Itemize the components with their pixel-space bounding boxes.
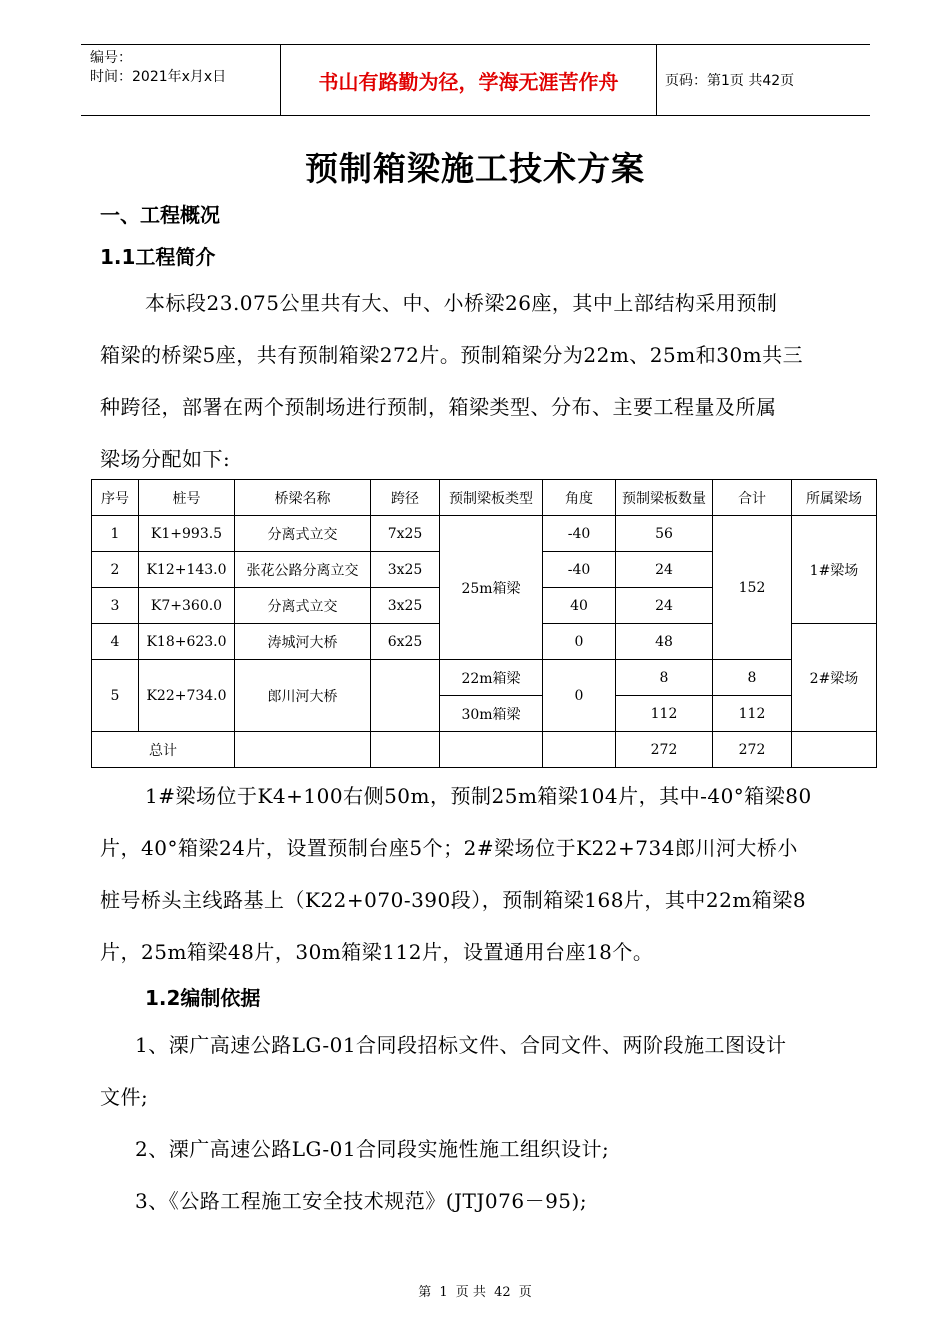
row-number: 5	[92, 660, 139, 732]
intro-paragraph	[100, 288, 852, 496]
yard-cell: 1#梁场	[792, 516, 877, 624]
station-cell: K12+143.0	[139, 552, 235, 588]
angle-cell: -40	[543, 552, 616, 588]
footer-prefix: 第	[418, 1285, 432, 1300]
angle-cell: 0	[543, 624, 616, 660]
quantity-cell: 112	[616, 696, 713, 732]
subtotal-cell: 112	[713, 696, 792, 732]
bridge-name-cell: 郎川河大桥	[235, 660, 371, 732]
header-motto: 书山有路勤为径，学海无涯苦作舟	[280, 45, 657, 115]
empty-cell	[543, 732, 616, 768]
yard-line: 1#梁场位于K4+100右侧50m，预制25m箱梁104片，其中-40°箱梁80	[145, 784, 812, 808]
row-number: 3	[92, 588, 139, 624]
bridge-name-cell: 涛城河大桥	[235, 624, 371, 660]
table-header-cell: 角度	[543, 480, 616, 516]
beam-type-cell: 30m箱梁	[440, 696, 543, 732]
total-sum: 272	[713, 732, 792, 768]
quantity-cell: 24	[616, 552, 713, 588]
station-cell: K18+623.0	[139, 624, 235, 660]
bridge-name-cell: 张花公路分离立交	[235, 552, 371, 588]
yard-cell: 2#梁场	[792, 624, 877, 732]
span-cell: 7x25	[371, 516, 440, 552]
header-meta	[81, 45, 281, 115]
page-header	[81, 44, 870, 116]
page-footer	[0, 1281, 950, 1300]
empty-cell	[371, 732, 440, 768]
table-header-cell: 桩号	[139, 480, 235, 516]
section-heading-overview: 一、工程概况	[100, 203, 220, 227]
angle-cell: 40	[543, 588, 616, 624]
beam-type-cell: 22m箱梁	[440, 660, 543, 696]
footer-total: 42	[494, 1285, 511, 1300]
angle-cell: 0	[543, 660, 616, 732]
intro-line: 箱梁的桥梁5座，共有预制箱梁272片。预制箱梁分为22m、25m和30m共三	[100, 343, 804, 367]
station-cell: K1+993.5	[139, 516, 235, 552]
empty-cell	[440, 732, 543, 768]
beam-distribution-table	[91, 479, 877, 768]
basis-list	[100, 1030, 852, 1238]
footer-mid: 页 共	[455, 1285, 486, 1300]
subtotal-cell: 8	[713, 660, 792, 696]
total-label: 总计	[92, 732, 235, 768]
table-header-row	[92, 480, 877, 516]
table-header-cell: 预制梁板数量	[616, 480, 713, 516]
yard-line: 桩号桥头主线路基上（K22+070-390段），预制箱梁168片，其中22m箱梁8	[100, 888, 807, 912]
span-cell: 3x25	[371, 552, 440, 588]
yard-line: 片，25m箱梁48片，30m箱梁112片，设置通用台座18个。	[100, 940, 654, 964]
intro-line: 种跨径，部署在两个预制场进行预制，箱梁类型、分布、主要工程量及所属	[100, 395, 777, 419]
span-cell: 3x25	[371, 588, 440, 624]
table-total-row	[92, 732, 877, 768]
table-row	[92, 516, 877, 552]
row-number: 2	[92, 552, 139, 588]
table-row	[92, 660, 877, 696]
yard-line: 片，40°箱梁24片，设置预制台座5个；2#梁场位于K22+734郎川河大桥小	[100, 836, 798, 860]
beam-type-cell: 25m箱梁	[440, 516, 543, 660]
table-header-cell: 桥梁名称	[235, 480, 371, 516]
yard-paragraph	[100, 781, 852, 989]
header-page-number: 页码：第1页 共42页	[665, 73, 795, 89]
table-header-cell: 跨径	[371, 480, 440, 516]
basis-item: 3、《公路工程施工安全技术规范》(JTJ076－95);	[135, 1189, 588, 1213]
row-number: 4	[92, 624, 139, 660]
section-heading-basis: 1.2编制依据	[145, 986, 261, 1010]
station-cell: K7+360.0	[139, 588, 235, 624]
basis-item: 2、溧广高速公路LG-01合同段实施性施工组织设计;	[135, 1137, 610, 1161]
angle-cell: -40	[543, 516, 616, 552]
bridge-name-cell: 分离式立交	[235, 588, 371, 624]
quantity-cell: 24	[616, 588, 713, 624]
quantity-cell: 48	[616, 624, 713, 660]
row-number: 1	[92, 516, 139, 552]
station-cell: K22+734.0	[139, 660, 235, 732]
basis-item: 1、溧广高速公路LG-01合同段招标文件、合同文件、两阶段施工图设计	[135, 1033, 787, 1057]
table-header-cell: 合计	[713, 480, 792, 516]
bridge-name-cell: 分离式立交	[235, 516, 371, 552]
quantity-cell: 56	[616, 516, 713, 552]
document-time: 时间：2021年x月x日	[90, 69, 227, 85]
footer-suffix: 页	[518, 1285, 532, 1300]
basis-item: 文件;	[100, 1085, 149, 1109]
document-title: 预制箱梁施工技术方案	[305, 149, 645, 188]
empty-cell	[235, 732, 371, 768]
span-cell	[371, 660, 440, 732]
section-heading-intro: 1.1工程简介	[100, 245, 216, 269]
span-cell: 6x25	[371, 624, 440, 660]
quantity-cell: 8	[616, 660, 713, 696]
subtotal-cell: 152	[713, 516, 792, 660]
table-header-cell: 所属梁场	[792, 480, 877, 516]
intro-line: 本标段23.075公里共有大、中、小桥梁26座，其中上部结构采用预制	[145, 291, 778, 315]
footer-page: 1	[439, 1285, 448, 1300]
table-header-cell: 预制梁板类型	[440, 480, 543, 516]
total-quantity: 272	[616, 732, 713, 768]
empty-cell	[792, 732, 877, 768]
intro-line: 梁场分配如下:	[100, 447, 231, 471]
table-header-cell: 序号	[92, 480, 139, 516]
document-number: 编号：	[90, 50, 132, 66]
